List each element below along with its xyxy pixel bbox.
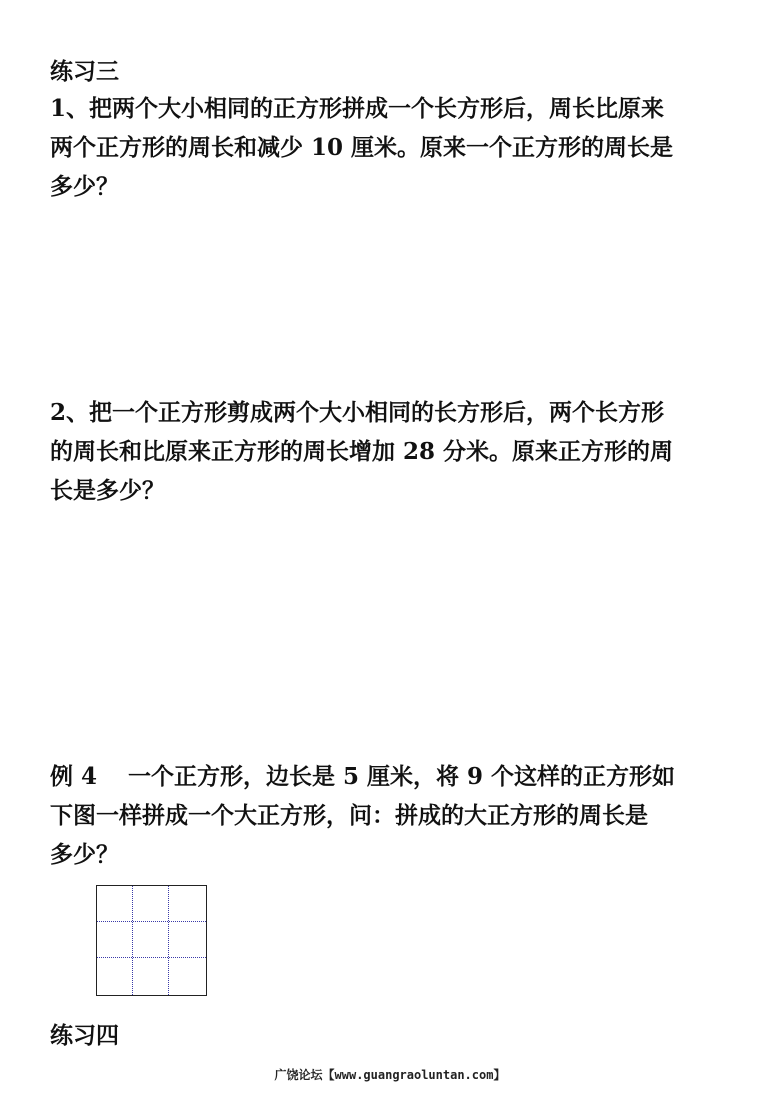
heading-practice-4 bbox=[50, 1016, 740, 1055]
grid-line-vertical-2 bbox=[168, 886, 169, 995]
example-4-line-2: 下图一样拼成一个大正方形，问：拼成的大正方形的周长是 bbox=[50, 802, 648, 829]
grid-line-horizontal-2 bbox=[97, 957, 206, 958]
example-4-line-3: 多少？ bbox=[50, 841, 119, 868]
square-grid-figure bbox=[96, 885, 207, 996]
example-4 bbox=[50, 757, 740, 874]
problem-2-line-3: 长是多少？ bbox=[50, 477, 165, 504]
heading-text: 练习四 bbox=[50, 1022, 119, 1049]
footer-source: 广饶论坛【www.guangraoluntan.com】 bbox=[274, 1068, 506, 1082]
heading-text: 练习三 bbox=[50, 58, 119, 85]
problem-1-line-2: 两个正方形的周长和减少 10 厘米。原来一个正方形的周长是 bbox=[50, 134, 674, 161]
grid-line-vertical-1 bbox=[132, 886, 133, 995]
problem-1-line-1: 1、把两个大小相同的正方形拼成一个长方形后，周长比原来 bbox=[50, 95, 665, 122]
problem-2-line-2: 的周长和比原来正方形的周长增加 28 分米。原来正方形的周 bbox=[50, 438, 674, 465]
problem-2 bbox=[50, 393, 740, 510]
example-4-line-1: 例 4 一个正方形，边长是 5 厘米，将 9 个这样的正方形如 bbox=[50, 763, 676, 790]
problem-1 bbox=[50, 89, 740, 206]
heading-practice-3 bbox=[50, 52, 740, 91]
problem-1-line-3: 多少？ bbox=[50, 173, 119, 200]
problem-2-line-1: 2、把一个正方形剪成两个大小相同的长方形后，两个长方形 bbox=[50, 399, 665, 426]
grid-line-horizontal-1 bbox=[97, 921, 206, 922]
